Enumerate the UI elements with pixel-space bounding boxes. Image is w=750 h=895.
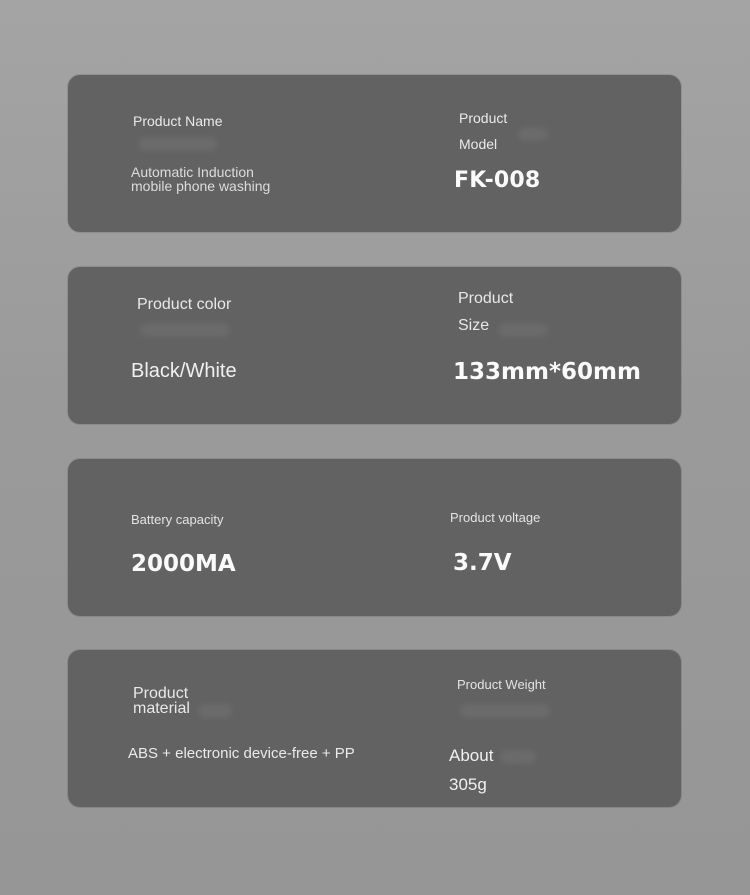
spec-card-material-weight bbox=[68, 650, 681, 807]
product-material-label-line-2: material bbox=[133, 700, 190, 717]
product-color-value: Black/White bbox=[131, 360, 237, 382]
product-name-label: Product Name bbox=[133, 113, 223, 129]
product-size-label-line-2: Size bbox=[458, 317, 490, 334]
faded-text-mark bbox=[518, 127, 548, 141]
spec-card-color-size bbox=[68, 267, 681, 424]
product-name-value-line-2: mobile phone washing bbox=[131, 178, 271, 194]
product-model-label-line-2: Model bbox=[459, 136, 498, 152]
product-model-label-line-1: Product bbox=[459, 110, 508, 126]
spec-card-battery-voltage bbox=[68, 459, 681, 616]
product-voltage-value: 3.7V bbox=[453, 550, 512, 576]
faded-text-mark bbox=[498, 323, 548, 337]
product-size-value: 133mm*60mm bbox=[453, 359, 641, 385]
faded-text-mark bbox=[460, 704, 550, 718]
product-weight-value-line-1: About bbox=[449, 746, 494, 765]
faded-text-mark bbox=[140, 323, 230, 337]
faded-text-mark bbox=[500, 750, 536, 764]
product-voltage-label: Product voltage bbox=[450, 510, 541, 525]
product-weight-label: Product Weight bbox=[457, 677, 546, 692]
faded-text-mark bbox=[198, 704, 232, 718]
product-material-value: ABS + electronic device-free + PP bbox=[128, 745, 355, 762]
battery-capacity-value: 2000MA bbox=[131, 551, 236, 577]
product-size-label-line-1: Product bbox=[458, 290, 514, 307]
product-material-label-line-1: Product bbox=[133, 685, 189, 702]
product-color-label: Product color bbox=[137, 296, 232, 313]
product-name-value-line-1: Automatic Induction bbox=[131, 164, 254, 180]
spec-card-product-name-model bbox=[68, 75, 681, 232]
product-weight-value-line-2: 305g bbox=[449, 775, 487, 794]
battery-capacity-label: Battery capacity bbox=[131, 512, 224, 527]
faded-text-mark bbox=[138, 137, 218, 151]
product-model-value: FK-008 bbox=[454, 168, 541, 193]
